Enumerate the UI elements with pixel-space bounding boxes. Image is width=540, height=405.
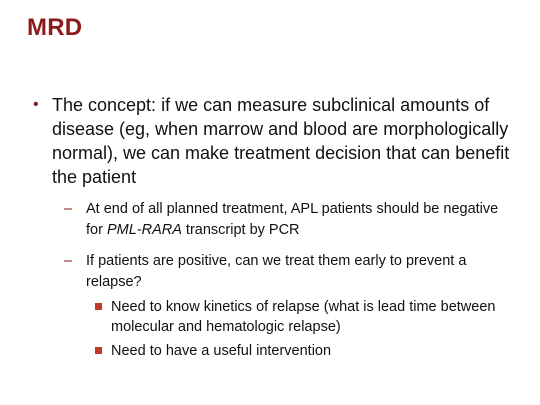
sub-sub-bullet-intervention-text: Need to have a useful intervention <box>111 343 332 359</box>
sub-bullet-end-of-treatment-post: transcript by PCR <box>181 222 300 238</box>
dash-icon: – <box>64 201 73 217</box>
sub-bullet-positive-patients-text: If patients are positive, can we treat them early to prevent a relapse? <box>86 253 467 290</box>
square-bullet-icon <box>95 347 102 354</box>
sub-bullet-end-of-treatment <box>33 199 513 241</box>
bullet-concept <box>33 93 513 189</box>
dash-icon: – <box>64 253 73 269</box>
sub-bullet-end-of-treatment-pre: At end of all planned treatment, APL patients should be negative for <box>86 201 499 238</box>
slide-content <box>33 93 513 361</box>
sub-bullet-positive-patients <box>33 251 513 293</box>
square-bullet-icon <box>95 303 102 310</box>
bullet-dot-icon: • <box>33 96 39 113</box>
sub-bullet-end-of-treatment-italic: PML-RARA <box>106 222 182 238</box>
sub-sub-bullet-kinetics-text: Need to know kinetics of relapse (what is lead time between molecular and hematologic relapse) <box>111 299 496 335</box>
bullet-concept-text: The concept: if we can measure subclinical amounts of disease (eg, when marrow and blood are morphologically normal), we can make treatment decision that can benefit the patient <box>52 95 510 187</box>
slide-title: MRD <box>27 14 83 41</box>
sub-sub-bullet-intervention <box>33 341 513 361</box>
sub-sub-bullet-kinetics <box>33 297 513 337</box>
